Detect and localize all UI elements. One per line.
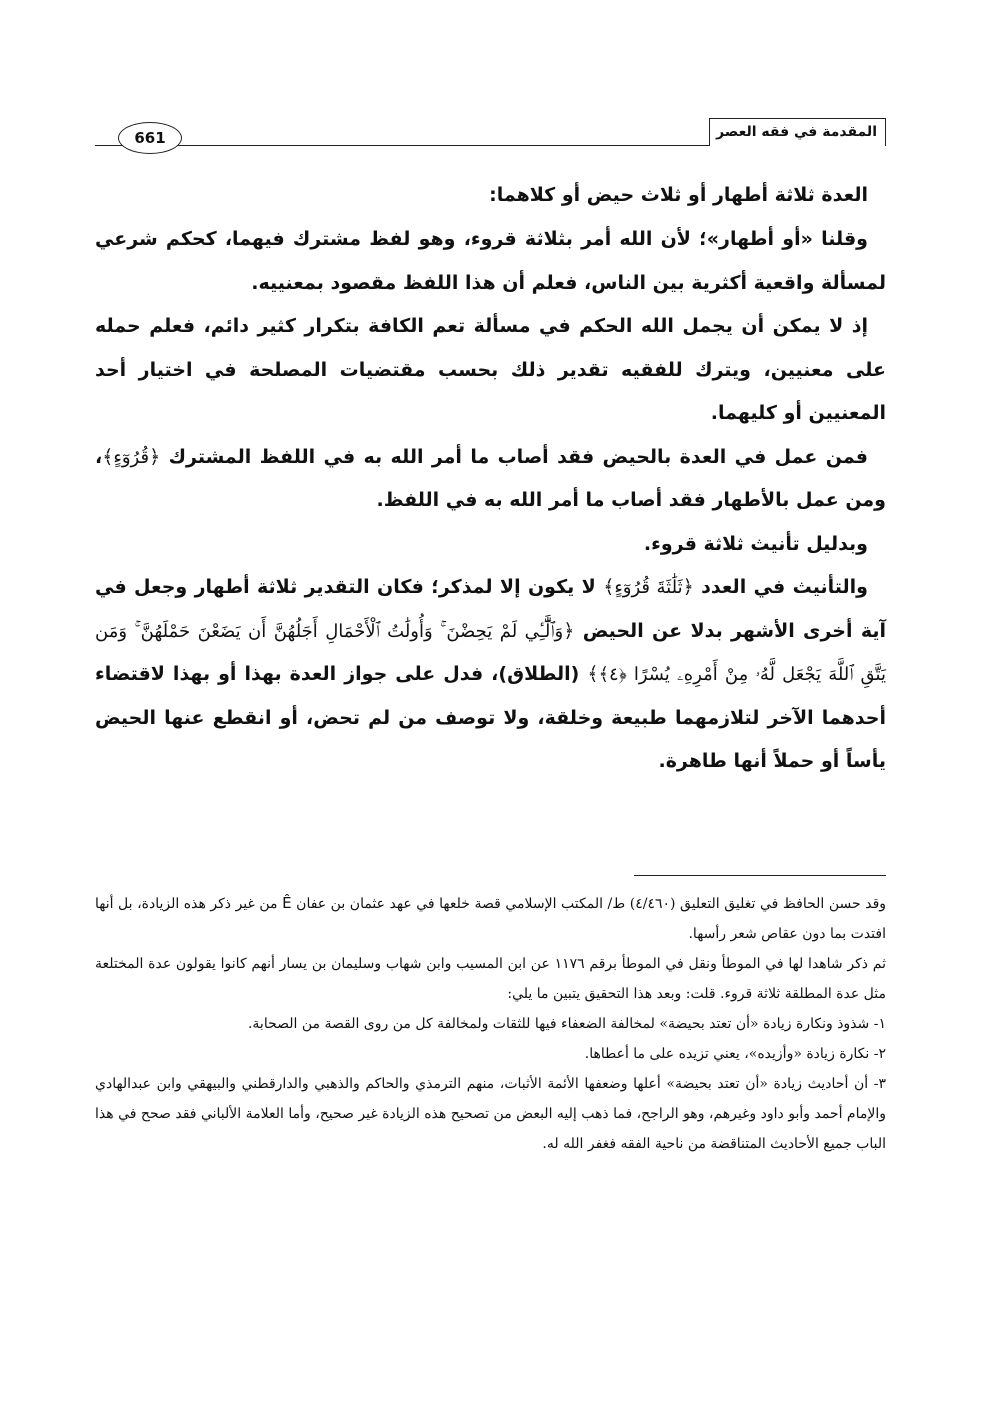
footnote-2: ثم ذكر شاهدا لها في الموطأ ونقل في الموطأ برقم ١١٧٦ عن ابن المسيب وابن شهاب وسليمان بن يسار أنهم كانوا يقولون عدة المختلعة مثل عدة المطلقة ثلاثة قروء. قلت: وبعد هذا التحقيق يتبين ما يلي: [95,956,886,1002]
footnotes [95,888,886,1159]
quran-brace-open: ﴿ [682,576,694,598]
footnote-1 [95,888,886,949]
page-number: 661 [118,122,182,154]
quran-brace-close: ﴾ [102,445,114,468]
footnote-5: ٣- أن أحاديث زيادة «أن تعتد بحيضة» أعلها وضعفها الأئمة الأثبات، منهم الترمذي والحاكم والذهبي والدارقطني والبيهقي وابن عبدالهادي والإمام أحمد وأبو داود وغيرهم، وهو الراجح، فما ذهب إليه البعض من تصحيح هذه الزيادة غير صحيح، وأما العلامة الألباني فقد صحح في هذا الباب جميع الأحاديث المتناقضة من ناحية الفقه فغفر الله له. [95,1076,886,1152]
quran-quote: وَٱلَّٰٓـِٔي لَمْ يَحِضْنَ ۚ وَأُولَٰتُ ٱلْأَحْمَالِ أَجَلُهُنَّ أَن يَضَعْنَ حَمْلَهُنَّ ۚ وَمَن يَتَّقِ ٱللَّهَ يَجْعَل لَّهُۥ مِنْ أَمْرِهِۦ يُسْرًا ﴿٤﴾ [95,620,886,685]
paragraph-3-text-b: ، ومن عمل بالأطهار فقد أصاب ما أمر الله به في اللفظ. [95,445,886,511]
quran-brace-open: ﴿ [563,619,575,642]
quran-brace-close: ﴾ [603,576,615,598]
quran-quote: قُرُوٓءٍ [113,446,150,468]
paragraph-5-text-a: والتأنيث في العدد [701,576,868,598]
paragraph-4: وبدليل تأنيث ثلاثة قروء. [643,532,868,555]
paragraph-1: وقلنا «أو أطهار»؛ لأن الله أمر بثلاثة قروء، وهو لفظ مشترك فيهما، كحكم شرعي لمسألة واقعية أكثرية بين الناس، فعلم أن هذا اللفظ مقصود بمعنييه. [95,228,886,294]
paragraph-5 [95,566,886,784]
quran-brace-open: ﴿ [149,445,161,468]
paragraph-5-text-b: لا يكون إلا لمذكر؛ فكان التقدير ثلاثة أطهار وجعل في آية أخرى الأشهر بدلا عن الحيض [95,576,886,642]
footnote-3: ١- شذوذ ونكارة زيادة «أن تعتد بحيضة» لمخالفة الضعفاء فيها للثقات ولمخالفة كل من روى القصة من الصحابة. [247,1016,886,1032]
footnote-1-text: وقد حسن الحافظ في تغليق التعليق (٤/٤٦٠) ط/ المكتب الإسلامي قصة خلعها في عهد عثمان بن عفان [296,896,887,912]
running-header-title: المقدمة في فقه العصر [709,118,886,146]
footnote-4: ٢- نكارة زيادة «وأزيده»، يعني تزيده على ما أعطاها. [584,1046,886,1062]
footnote-1-tail: من غير ذكر هذه الزيادة، بل أنها افتدت بما دون عقاص شعر رأسها. [95,896,886,942]
footnote-separator [634,875,886,876]
main-text [95,172,886,784]
footnote-marker: Ê [282,894,292,912]
quran-quote: ثَلَٰثَةَ قُرُوٓءٍ [614,577,683,598]
paragraph-5-text-c: (الطلاق)، فدل على جواز العدة بهذا أو بهذا لاقتضاء أحدهما الآخر لتلازمهما طبيعة وخلقة، ولا توصف من لم تحض، أو انقطع عنها الحيض يأساً أو حملاً أنها طاهرة. [95,663,886,772]
paragraph-2: إذ لا يمكن أن يجمل الله الحكم في مسألة تعم الكافة بتكرار كثير دائم، فعلم حمله على معنيين، ويترك للفقيه تقدير ذلك بحسب مقتضيات المصلحة في اختيار أحد المعنيين أو كليهما. [95,315,886,424]
section-heading: العدة ثلاثة أطهار أو ثلاث حيض أو كلاهما: [489,184,868,206]
quran-brace-close: ﴾ [587,663,599,685]
paragraph-3-text-a: فمن عمل في العدة بالحيض فقد أصاب ما أمر الله به في اللفظ المشترك [168,445,868,468]
paragraph-3 [95,436,886,523]
